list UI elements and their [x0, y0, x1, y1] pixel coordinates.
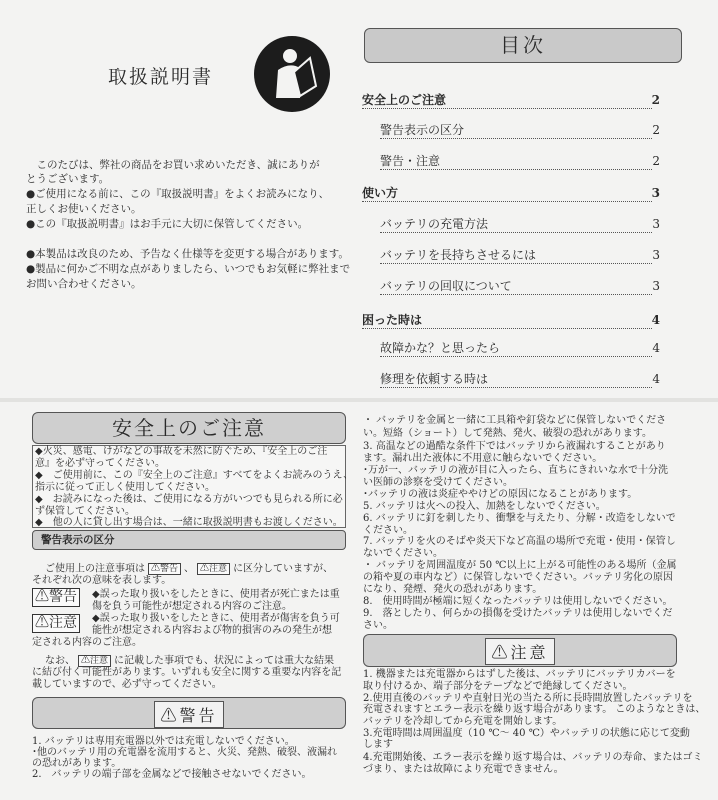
- toc-entry[interactable]: [380, 154, 660, 170]
- section-title: 警告表示の区分: [41, 534, 115, 546]
- toc-page-number: 2: [652, 154, 660, 168]
- text: に記載した事項でも、状況によっては重大な結果: [114, 655, 335, 667]
- warning-triangle-icon: ⚠: [151, 564, 161, 574]
- safety-bullet-line: ◆火災、感電、けがなどの事故を未然に防ぐため、『安全上のご注: [35, 446, 328, 457]
- page-divider: [0, 398, 718, 402]
- warning-item-line: 6. バッテリに釘を刺したり、衝撃を与えたり、分解・改造をしないで: [363, 513, 676, 524]
- toc-entry[interactable]: [380, 248, 660, 264]
- toc-entry-label: バッテリを長持ちさせるには: [380, 248, 537, 262]
- toc-page-number: 4: [652, 372, 660, 386]
- intro-line: とうございます。: [26, 173, 110, 185]
- toc-page-number: 3: [652, 279, 660, 293]
- warning-item-line: ・ バッテリを周囲温度が 50 ℃以上に上がる可能性のある場所（金属: [363, 560, 677, 571]
- warning-triangle-icon: ⚠: [35, 589, 49, 605]
- toc-entry[interactable]: [362, 186, 660, 202]
- warning-item-line: 2. バッテリの端子部を金属などで接触させないでください。: [32, 769, 312, 780]
- safety-title: 安全上のご注意: [112, 416, 266, 440]
- person-reading-book-icon: [254, 36, 330, 112]
- caution-definition-line: ◆誤った取り扱いをしたときに、使用者が傷害を負う可: [92, 613, 340, 624]
- classification-line: それぞれ次の意味を表します。: [32, 575, 172, 586]
- toc-entry[interactable]: [362, 93, 660, 109]
- safety-bullet-line: ◆ 他の人に貸し出す場合は、一緒に取扱説明書もお渡しください。: [35, 517, 343, 528]
- intro-line: 正しくお使いください。: [26, 203, 142, 215]
- intro-line: このたびは、弊社の商品をお買い求めいただき、誠にありが: [26, 159, 320, 171]
- warning-definition-line: 傷を負う可能性が想定される内容のご注意。: [92, 601, 292, 612]
- caution-item-line: づまり、または故障により充電できません。: [363, 764, 564, 775]
- toc-entry-label: 故障かな？と思ったら: [380, 341, 501, 355]
- warning-triangle-icon: ⚠: [200, 564, 210, 574]
- toc-page-number: 2: [652, 123, 660, 137]
- toc-page-number: 2: [651, 93, 660, 107]
- toc-entry-label: バッテリの充電方法: [380, 217, 489, 231]
- badge-label: 注意: [90, 656, 109, 666]
- warning-triangle-icon: ⚠: [491, 643, 511, 662]
- intro-line: ●本製品は改良のため、予告なく仕様等を変更する場合があります。: [26, 248, 349, 260]
- safety-bullet-line: 意』を必ず守ってください。: [35, 458, 165, 469]
- caution-item-line: します: [363, 739, 393, 750]
- toc-entry[interactable]: [380, 372, 660, 388]
- warning-item-line: になり、発煙、発火の恐れがあります。: [363, 584, 543, 595]
- badge-label: 注意: [209, 564, 228, 574]
- warning-item-line: ないでください。: [363, 548, 443, 559]
- warning-heading-box: [32, 697, 346, 729]
- toc-page-number: 4: [651, 313, 660, 327]
- warning-triangle-icon: ⚠: [35, 615, 49, 631]
- caution-heading-box: [363, 634, 677, 667]
- toc-entry-label: 修理を依頼する時は: [380, 372, 489, 386]
- section-heading-box: [32, 530, 346, 550]
- warning-item-line: い。短絡（ショート）して発熱、発火、破裂の恐れがあります。: [363, 428, 652, 439]
- warning-item-line: ・ バッテリを金属と一緒に工具箱や釘袋などに保管しないでくださ: [363, 415, 667, 426]
- warning-item-line: 9. 落としたり、何らかの損傷を受けたバッテリは使用しないでくだ: [363, 608, 673, 619]
- note-line: に結び付く可能性があります。いずれも安全に関する重要な内容を記: [32, 667, 342, 678]
- caution-item-line: 充電されますとエラー表示を繰り返す場合があります。 このようなときは、: [363, 704, 706, 715]
- toc-entry[interactable]: [380, 217, 660, 233]
- warning-badge: ⚠警告: [32, 588, 80, 607]
- warning-item-line: 5. バッテリは火への投入、加熱をしないでください。: [363, 501, 606, 512]
- toc-entry-label: 警告・注意: [380, 154, 441, 168]
- safety-bullet-line: 指示に従って正しく使用してください。: [35, 482, 215, 493]
- caution-item-line: 3.充電時間は周囲温度（10 ℃～ 40 ℃）やバッテリの状態に応じて変動: [363, 728, 690, 739]
- toc-entry[interactable]: [380, 341, 660, 357]
- caution-item-line: 2.使用直後のバッテリや直射日光の当たる所に長時間放置したバッテリを: [363, 693, 693, 704]
- badge-label: 警告: [160, 564, 179, 574]
- safety-bullet-line: ◆ お読みになった後は、ご使用になる方がいつでも見られる所に必: [35, 494, 343, 505]
- warning-item-line: 3. 高温などの過酷な条件下ではバッテリから液漏れすることがあり: [363, 441, 666, 452]
- text: ご使用上の注意事項は: [35, 563, 145, 575]
- toc-entry-label: 困った時は: [362, 313, 423, 327]
- intro-line: ●ご使用になる前に、この『取扱説明書』をよくお読みになり、: [26, 188, 330, 200]
- warning-item-line: の箱や夏の車内など）に保管しないでください。バッテリ劣化の原因: [363, 572, 673, 583]
- caution-label: ⚠注意: [485, 638, 554, 665]
- warning-definition-line: ◆誤った取り扱いをしたときに、使用者が死亡または重: [92, 589, 340, 600]
- warning-item-line: い医師の診察を受けてください。: [363, 477, 513, 488]
- toc-page-number: 3: [652, 217, 660, 231]
- intro-line: ●この『取扱説明書』はお手元に大切に保管してください。: [26, 218, 309, 230]
- toc-entry-label: 使い方: [362, 186, 399, 200]
- warning-item-line: ください。: [363, 525, 413, 536]
- warning-item-line: 8. 使用時間が極端に短くなったバッテリは使用しないでください。: [363, 596, 673, 607]
- caution-item-line: 取り付けるか、端子部分をテープなどで絶縁してください。: [363, 681, 633, 692]
- toc-page-number: 4: [652, 341, 660, 355]
- toc-page-number: 3: [651, 186, 660, 200]
- warning-item-line: ･他のバッテリ用の充電器を流用すると、火災、発熱、破裂、液漏れ: [32, 747, 337, 758]
- warning-label: ⚠警告: [154, 701, 223, 728]
- toc-entry-label: 安全上のご注意: [362, 93, 447, 107]
- caution-item-line: バッテリを冷却してから充電を開始します。: [363, 716, 563, 727]
- warning-item-line: の恐れがあります。: [32, 758, 122, 769]
- manual-title: 取扱説明書: [108, 66, 214, 88]
- text: 、: [184, 563, 195, 575]
- warning-item-line: さい。: [363, 620, 393, 631]
- text: なお、: [35, 655, 75, 667]
- toc-title: 目次: [364, 28, 682, 63]
- intro-line: ●製品に何かご不明な点がありましたら、いつでもお気軽に弊社まで: [26, 263, 351, 275]
- inline-badge: [197, 563, 230, 575]
- toc-entry[interactable]: [380, 279, 660, 295]
- safety-bullet-line: ◆ ご使用前に、この『安全上のご注意』すべてをよくお読みのうえ、: [35, 470, 354, 481]
- warning-triangle-icon: ⚠: [81, 656, 91, 666]
- warning-item-line: ･バッテリの液は炎症ややけどの原因になることがあります。: [363, 489, 638, 500]
- note-line: 載していますので、必ず守ってください。: [32, 679, 222, 690]
- note-line: [35, 655, 334, 667]
- safety-heading-box: [32, 412, 346, 444]
- caution-definition-line: 定される内容のご注意。: [32, 637, 142, 648]
- toc-entry[interactable]: [362, 313, 660, 329]
- inline-badge: [78, 655, 111, 667]
- caution-badge: ⚠注意: [32, 614, 80, 633]
- intro-line: お問い合わせください。: [26, 278, 142, 290]
- warning-triangle-icon: ⚠: [160, 706, 180, 725]
- caution-item-line: 1. 機器または充電器からはずした後は、バッテリにバッテリカバーを: [363, 669, 676, 680]
- warning-item-line: 1. バッテリは専用充電器以外では充電しないでください。: [32, 736, 295, 747]
- warning-item-line: ･万が一、バッテリの液が目に入ったら、直ちにきれいな水で十分洗: [363, 465, 668, 476]
- classification-line: [35, 563, 333, 575]
- caution-definition-line: 能性が想定される内容および物的損害のみの発生が想: [92, 625, 332, 636]
- inline-badge: [148, 563, 181, 575]
- toc-entry[interactable]: [380, 123, 660, 139]
- toc-entry-label: 警告表示の区分: [380, 123, 465, 137]
- text: に区分していますが、: [233, 563, 334, 575]
- toc-page-number: 3: [652, 248, 660, 262]
- warning-item-line: ます。漏れ出た液体に不用意に触らないでください。: [363, 453, 603, 464]
- toc-entry-label: バッテリの回収について: [380, 279, 512, 293]
- caution-item-line: 4.充電開始後、エラー表示を繰り返す場合は、バッテリの寿命、またはゴミ: [363, 752, 703, 763]
- warning-item-line: 7. バッテリを火のそばや炎天下など高温の場所で充電・使用・保管し: [363, 536, 676, 547]
- safety-bullet-line: ず保管してください。: [35, 506, 135, 517]
